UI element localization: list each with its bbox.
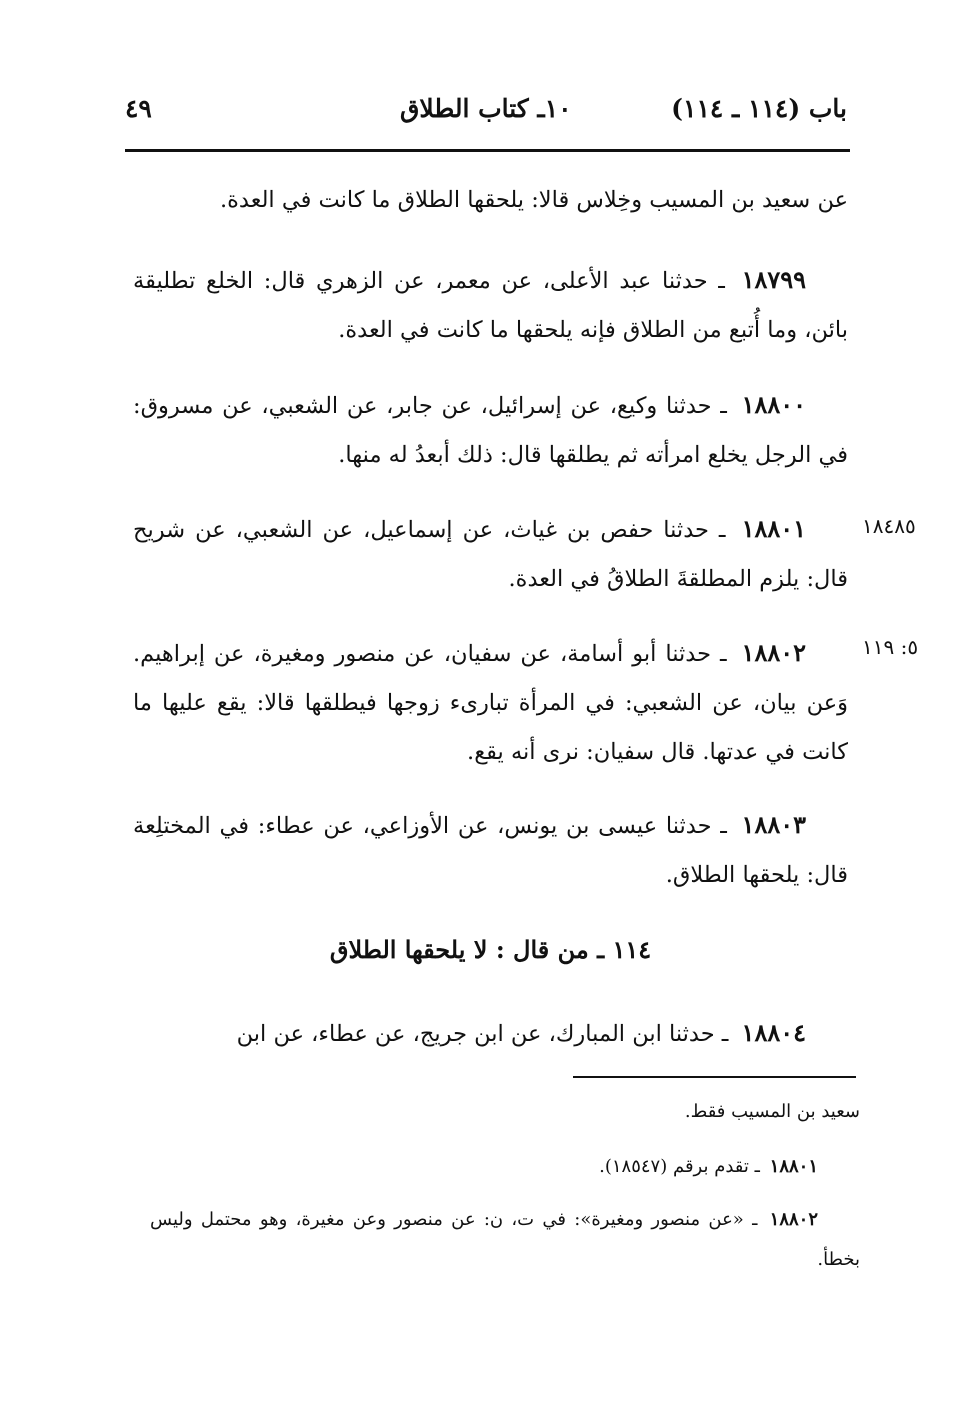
hadith-text: ـ حدثنا أبو أسامة، عن سفيان، عن منصور ومغيرة، عن إبراهيم. وَعن بيان، عن الشعبي: في المرأة تبارىء زوجها فيطلقها قالا: يقع عليها ما كانت في عدتها. قال سفيان: نرى أنه يقع.	[133, 641, 848, 765]
hadith-entry	[133, 504, 848, 604]
margin-reference: ٥: ١١٩	[862, 635, 919, 659]
footnote-number: ١٨٨٠١	[769, 1156, 818, 1177]
hadith-text: ـ حدثنا وكيع، عن إسرائيل، عن جابر، عن الشعبي، عن مسروق: في الرجل يخلع امرأته ثم يطلقها قال: ذلك أبعدُ له منها.	[133, 393, 848, 468]
hadith-number: ١٨٧٩٩	[741, 265, 807, 294]
footnote-number: ١٨٨٠٢	[769, 1209, 818, 1230]
hadith-number: ١٨٨٠٢	[741, 638, 806, 667]
footnote-text: ـ تقدم برقم (١٨٥٤٧).	[599, 1156, 760, 1177]
footnote	[150, 1200, 860, 1280]
running-header	[125, 94, 847, 144]
hadith-number: ١٨٨٠١	[741, 514, 807, 543]
footnote	[150, 1092, 860, 1132]
hadith-text: ـ حدثنا عبد الأعلى، عن معمر، عن الزهري قال: الخلع تطليقة بائن، وما أُتبع من الطلاق فإنه يلحقها ما كانت في العدة.	[133, 268, 848, 343]
footnote-rule	[573, 1076, 856, 1078]
hadith-entry	[133, 380, 848, 480]
footnote-text: سعيد بن المسيب فقط.	[684, 1101, 860, 1122]
section-heading: ١١٤ ـ من قال : لا يلحقها الطلاق	[329, 935, 652, 964]
hadith-number: ١٨٨٠٤	[741, 1018, 806, 1047]
opening-paragraph	[133, 176, 848, 225]
opening-text: عن سعيد بن المسيب وخِلاس قالا: يلحقها الطلاق ما كانت في العدة.	[219, 187, 848, 213]
footnote	[150, 1147, 860, 1187]
hadith-number: ١٨٨٠٠	[741, 390, 807, 419]
header-rule	[125, 149, 850, 152]
hadith-number: ١٨٨٠٣	[741, 810, 806, 839]
hadith-entry	[133, 1008, 848, 1059]
page-number: ٤٩	[125, 94, 152, 123]
margin-reference: ١٨٤٨٥	[862, 514, 916, 538]
book-title: ١٠ـ كتاب الطلاق	[400, 94, 572, 123]
footnote-text: ـ «عن منصور ومغيرة»: في ت، ن: عن منصور وعن مغيرة، وهو محتمل وليس بخطأ.	[150, 1209, 860, 1270]
chapter-range: باب (١١٤ ـ ١١٤)	[671, 94, 847, 123]
hadith-entry	[133, 800, 848, 900]
hadith-text: ـ حدثنا عيسى بن يونس، عن الأوزاعي، عن عطاء: في المختلِعة قال: يلحقها الطلاق.	[133, 813, 848, 888]
hadith-entry	[133, 255, 848, 355]
hadith-entry	[133, 628, 848, 777]
hadith-text: ـ حدثنا ابن المبارك، عن ابن جريج، عن عطاء، عن ابن	[236, 1021, 729, 1047]
hadith-text: ـ حدثنا حفص بن غياث، عن إسماعيل، عن الشعبي، عن شريح قال: يلزم المطلقةَ الطلاقُ في العدة.	[133, 517, 848, 592]
